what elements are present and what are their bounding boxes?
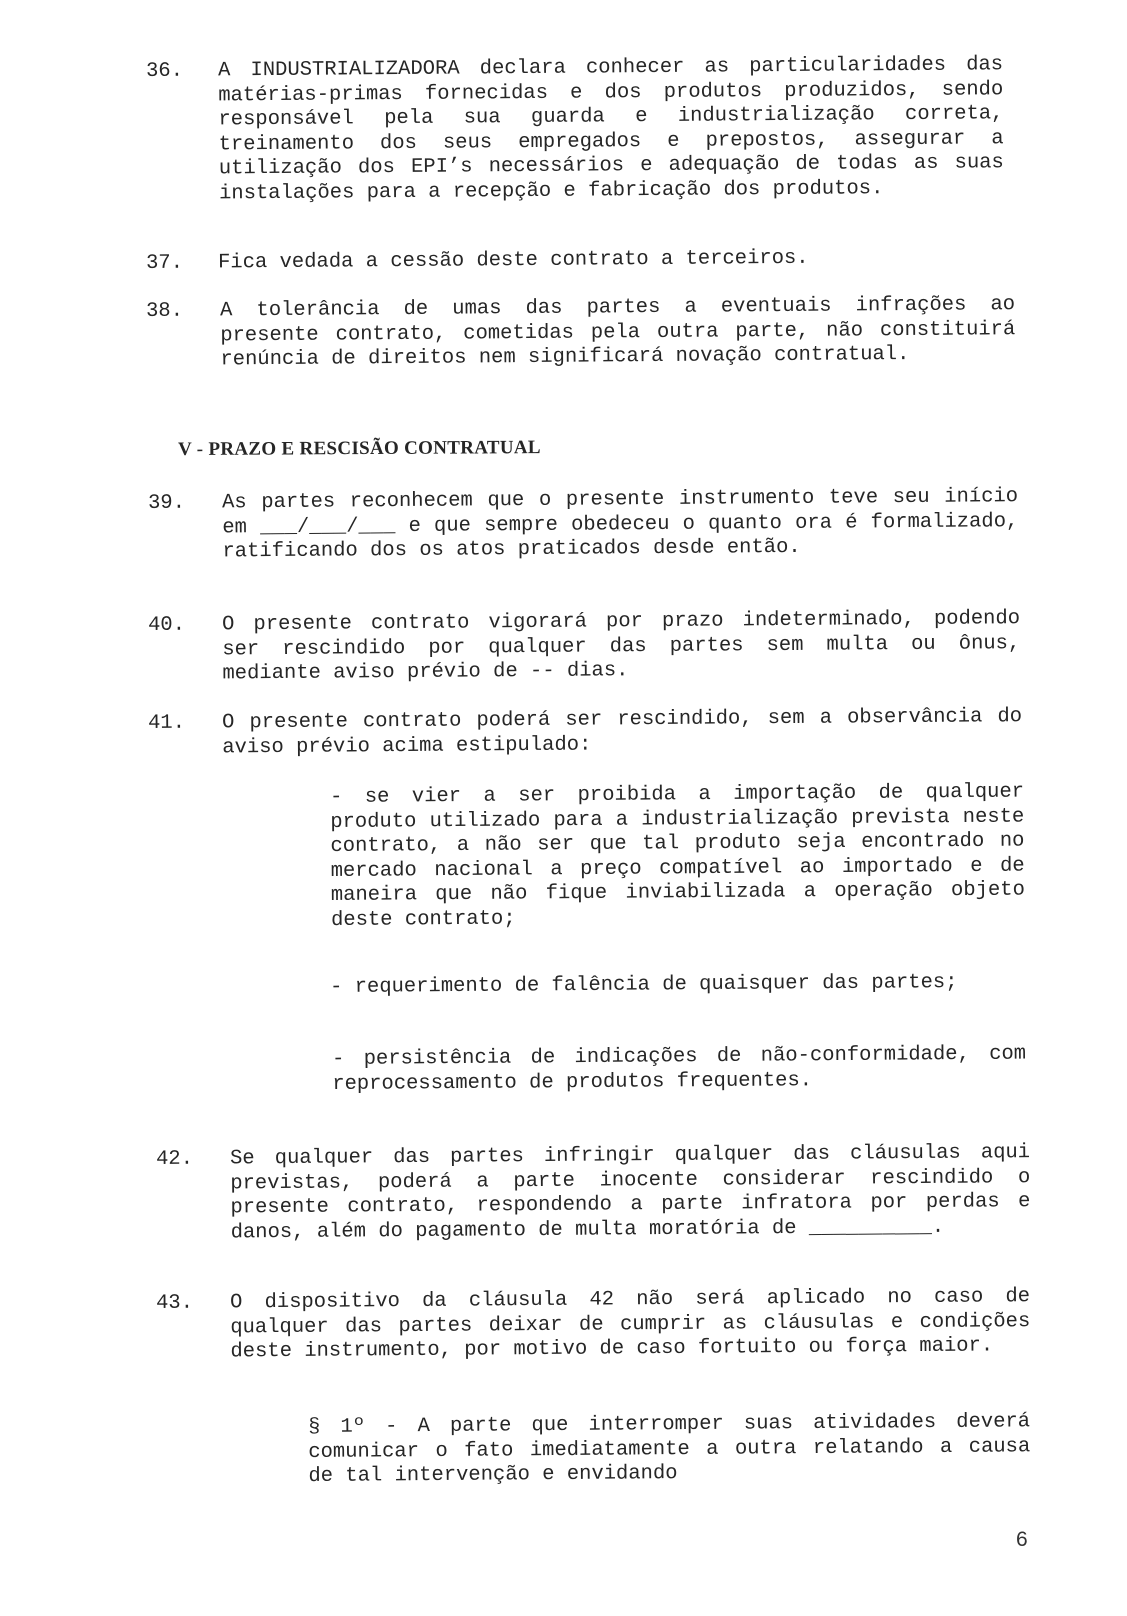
clause-number: 43. (156, 1291, 194, 1315)
clause-37 (146, 245, 1006, 275)
clause-number: 42. (156, 1147, 194, 1171)
clause-38 (146, 293, 1016, 372)
clause-41-item-2: - requerimento de falência de quaisquer das partes; (330, 971, 958, 999)
clause-number: 38. (146, 299, 184, 323)
clause-number: 36. (146, 59, 184, 83)
clause-text: A INDUSTRIALIZADORA declara conhecer as particularidades das matérias-primas fornecidas e dos produtos produzidos, sendo responsável pela sua guarda e industrialização correta, treinamento dos seus empregados e prepostos, assegurar a utilização dos EPI’s necessários e adequação de todas as suas instalações para a recepção e fabricação dos produtos. (217, 53, 1004, 205)
clause-43-paragraph-1: § 1º - A parte que interromper suas atividades deverá comunicar o fato imediatamente a outra relatando a causa de tal intervenção e envidando (308, 1410, 1031, 1488)
clause-text: O presente contrato vigorará por prazo indeterminado, podendo ser rescindido por qualquer das partes sem multa ou ônus, mediante aviso prévio de -- dias. (221, 607, 1021, 686)
clause-number: 41. (148, 711, 186, 735)
clause-41 (148, 705, 1023, 759)
page-number: 6 (1016, 1528, 1028, 1551)
clause-39 (148, 485, 1019, 564)
clause-text: Fica vedada a cessão deste contrato a terceiros. (217, 246, 809, 275)
clause-36 (146, 53, 1006, 205)
clause-text: O presente contrato poderá ser rescindido, sem a observância do aviso prévio acima estipulado: (221, 705, 1023, 759)
clause-42 (156, 1141, 1031, 1244)
section-title: V - PRAZO E RESCISÃO CONTRATUAL (178, 437, 541, 460)
clause-43 (156, 1285, 1031, 1364)
clause-text: A tolerância de umas das partes a eventuais infrações ao presente contrato, cometidas pela outra parte, não constituirá renúncia de direitos nem significará novação contratual. (219, 293, 1016, 372)
clause-number: 37. (146, 251, 184, 275)
clause-number: 39. (148, 491, 186, 515)
clause-41-item-1: - se vier a ser proibida a importação de qualquer produto utilizado para a industrialização prevista neste contrato, a não ser que tal produto seja encontrado no mercado nacional a preço compatível ao importado e de maneira que não fique inviabilizada a operação objeto deste contrato; (330, 780, 1025, 932)
clause-text: Se qualquer das partes infringir qualquer das cláusulas aqui previstas, poderá a parte inocente considerar rescindido o presente contrato, respondendo a parte infratora por perdas e danos, além do pagamento de multa moratória de __________. (229, 1141, 1031, 1244)
clause-40 (148, 607, 1021, 686)
clause-number: 40. (148, 613, 186, 637)
clause-text: O dispositivo da cláusula 42 não será aplicado no caso de qualquer das partes deixar de cumprir as cláusulas e condições deste instrumento, por motivo de caso fortuito ou força maior. (229, 1285, 1031, 1364)
clause-text: As partes reconhecem que o presente instrumento teve seu início em ___/___/___ e que sempre obedeceu o quanto ora é formalizado, ratificando dos os atos praticados desde então. (221, 485, 1019, 564)
clause-41-item-3: - persistência de indicações de não-conformidade, com reprocessamento de produtos frequentes. (332, 1042, 1027, 1096)
